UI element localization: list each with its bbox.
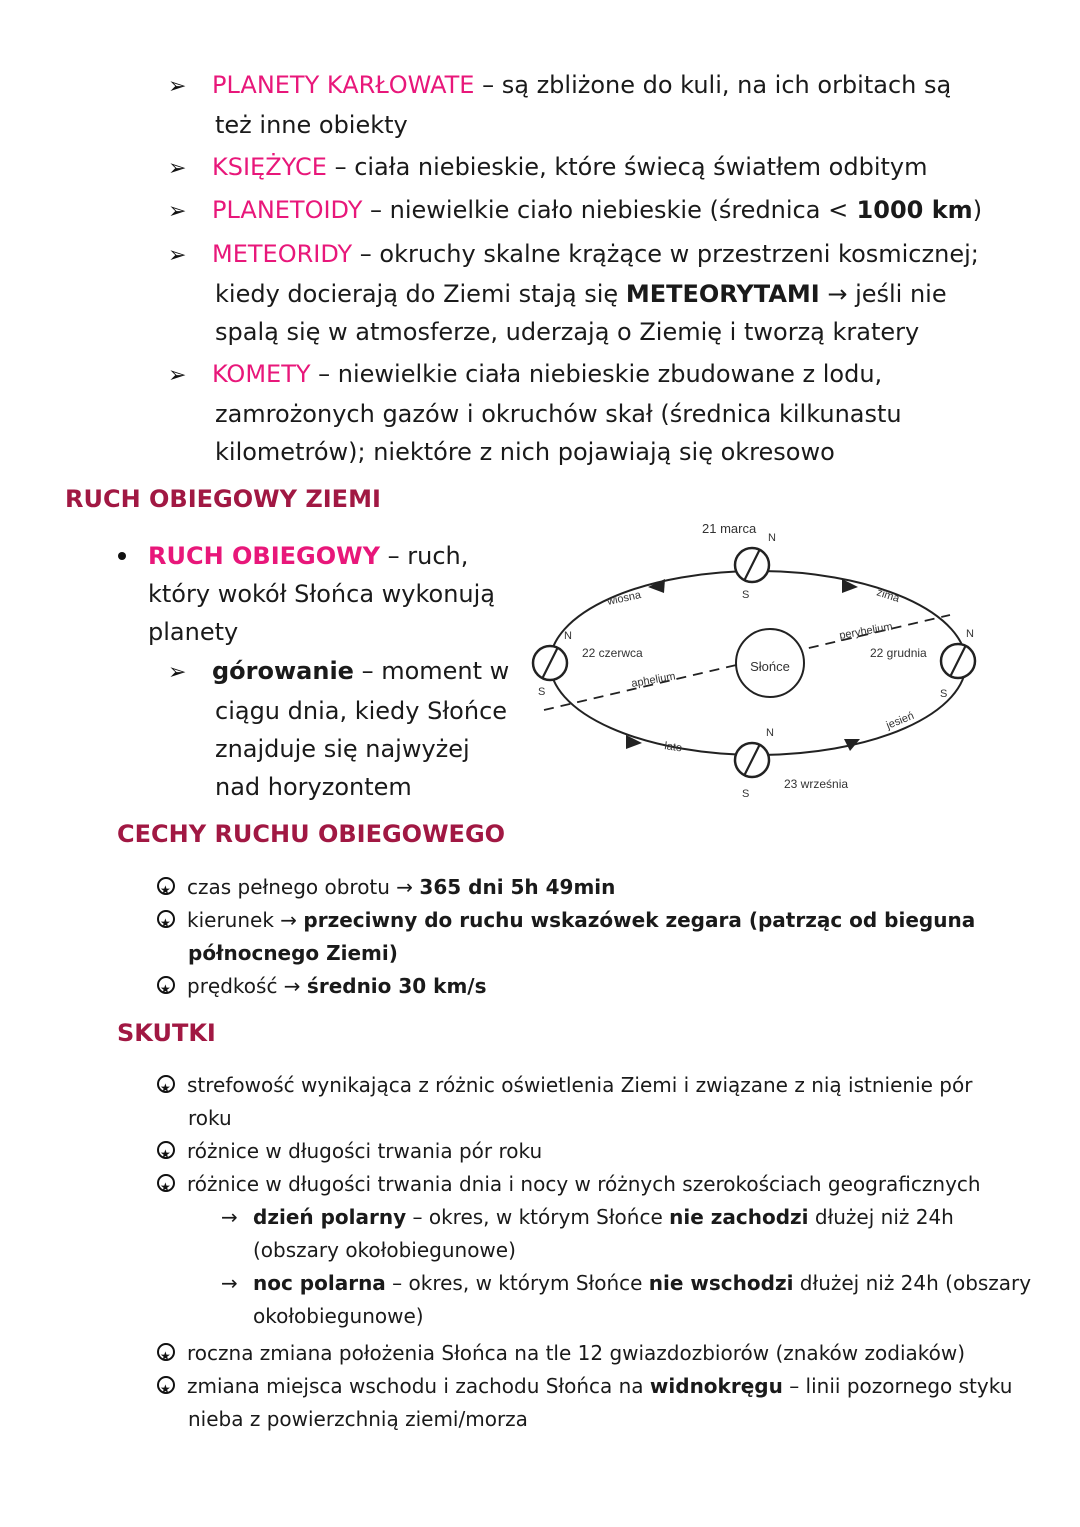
- def-text: – są zbliżone do kuli, na ich orbitach są: [474, 71, 952, 99]
- list-item: ★prędkość → średnio 30 km/s: [157, 970, 975, 1003]
- star-bullet-icon: [157, 910, 175, 928]
- def-text: znajduje się najwyżej: [215, 735, 470, 763]
- section-title-ruch-obiegowy: RUCH OBIEGOWY ZIEMI: [65, 485, 381, 513]
- def-text: nad horyzontem: [215, 773, 412, 801]
- def-bold: 1000 km: [848, 196, 973, 224]
- def-text: też inne obiekty: [215, 111, 408, 139]
- list-item-cont: północnego Ziemi): [188, 941, 398, 965]
- def-text: kilometrów); niektóre z nich pojawiają się okresowo: [215, 438, 835, 466]
- sub-item-dzien-polarny: → dzień polarny – okres, w którym Słońce nie zachodzi dłużej niż 24h: [157, 1201, 1057, 1234]
- def-text: – ciała niebieskie, które świecą światłem odbitym: [326, 153, 928, 181]
- def-ksiezyce: [168, 148, 927, 188]
- arrow-bullet-icon: ➢: [168, 660, 187, 685]
- pole-n-label: N: [564, 630, 572, 642]
- season-label-winter: zima: [875, 586, 901, 606]
- list-item: ★strefowość wynikająca z różnic oświetlenia Ziemi i związane z nią istnienie pór: [157, 1069, 1057, 1102]
- def-term: PLANETY KARŁOWATE: [212, 71, 475, 99]
- star-bullet-icon: [157, 1343, 175, 1361]
- def-term: RUCH OBIEGOWY: [148, 542, 380, 570]
- def-text: – moment w: [353, 657, 510, 685]
- def-text: ): [972, 196, 983, 224]
- pole-n-label: N: [766, 727, 774, 739]
- def-komety: [168, 355, 902, 471]
- sun-label: Słońce: [750, 659, 790, 674]
- earth-march: [702, 521, 776, 601]
- season-label-spring: wiosna: [606, 589, 643, 608]
- def-term: KSIĘŻYCE: [212, 153, 327, 181]
- def-bold: METEORYTAMI: [625, 280, 820, 308]
- date-label-september: 23 września: [784, 777, 849, 791]
- pole-s-label: S: [742, 589, 750, 601]
- skutki-list: [157, 1069, 1057, 1436]
- def-planetoidy: [168, 191, 982, 231]
- pole-s-label: S: [538, 686, 546, 698]
- perihelion-label: peryhelium: [838, 620, 894, 642]
- def-text: → jeśli nie: [819, 280, 947, 308]
- def-meteoridy: [168, 235, 979, 351]
- arrow-bullet-icon: ➢: [168, 243, 187, 268]
- def-term: PLANETOIDY: [212, 196, 363, 224]
- aphelion-label: aphelium: [630, 670, 677, 690]
- pole-s-label: S: [940, 688, 948, 700]
- star-bullet-icon: [157, 877, 175, 895]
- list-item: ★zmiana miejsca wschodu i zachodu Słońca na widnokręgu – linii pozornego styku: [157, 1370, 1057, 1403]
- arrow-bullet-icon: ➢: [168, 156, 187, 181]
- star-bullet-icon: [157, 1141, 175, 1159]
- def-planety-karlowate: [168, 66, 951, 144]
- def-text: kiedy docierają do Ziemi stają się: [215, 280, 626, 308]
- def-text: planety: [148, 618, 239, 646]
- list-item: ★czas pełnego obrotu → 365 dni 5h 49min: [157, 871, 975, 904]
- def-text: – okruchy skalne krążące w przestrzeni kosmicznej;: [352, 240, 979, 268]
- earth-september: [735, 727, 848, 800]
- list-item: ★różnice w długości trwania dnia i nocy w różnych szerokościach geograficznych: [157, 1168, 1057, 1201]
- season-label-autumn: jesień: [884, 709, 916, 732]
- def-text: który wokół Słońca wykonują: [148, 580, 496, 608]
- def-term: KOMETY: [212, 360, 311, 388]
- def-text: – ruch,: [380, 542, 469, 570]
- ruch-obiegowy-definition: [118, 537, 495, 651]
- arrow-icon: →: [221, 1205, 238, 1229]
- date-label-december: 22 grudnia: [870, 646, 927, 660]
- list-item-cont: roku: [188, 1106, 232, 1130]
- list-item: ★roczna zmiana położenia Słońca na tle 12 gwiazdozbiorów (znaków zodiaków): [157, 1337, 1057, 1370]
- def-bold: górowanie: [212, 657, 354, 685]
- star-bullet-icon: [157, 1376, 175, 1394]
- list-item: ★różnice w długości trwania pór roku: [157, 1135, 1057, 1168]
- section-title-cechy: CECHY RUCHU OBIEGOWEGO: [117, 820, 506, 848]
- earth-orbit-diagram: [520, 515, 990, 805]
- bullet-icon: [118, 552, 126, 560]
- list-item-cont: nieba z powierzchnią ziemi/morza: [188, 1407, 528, 1431]
- date-label-march: 21 marca: [702, 521, 757, 536]
- star-bullet-icon: [157, 1075, 175, 1093]
- arrow-bullet-icon: ➢: [168, 74, 187, 99]
- def-text: <: [828, 196, 849, 224]
- orbit-arrow-icon: [648, 579, 665, 593]
- def-text: – niewielkie ciała niebieskie zbudowane z lodu,: [310, 360, 883, 388]
- def-text: spalą się w atmosferze, uderzają o Ziemię i tworzą kratery: [215, 318, 920, 346]
- def-term: METEORIDY: [212, 240, 353, 268]
- star-bullet-icon: [157, 976, 175, 994]
- sub-item-noc-polarna: → noc polarna – okres, w którym Słońce nie wschodzi dłużej niż 24h (obszary: [157, 1267, 1057, 1300]
- star-bullet-icon: [157, 1174, 175, 1192]
- list-item-cont: okołobiegunowe): [253, 1304, 424, 1328]
- date-label-june: 22 czerwca: [582, 646, 643, 660]
- section-title-skutki: SKUTKI: [117, 1019, 216, 1047]
- pole-n-label: N: [966, 628, 974, 640]
- list-item: ★kierunek → przeciwny do ruchu wskazówek zegara (patrząc od bieguna: [157, 904, 975, 937]
- arrow-icon: →: [221, 1271, 238, 1295]
- earth-june: [533, 630, 643, 698]
- orbit-arrow-icon: [844, 739, 860, 751]
- arrow-bullet-icon: ➢: [168, 363, 187, 388]
- gorowanie-definition: [168, 652, 509, 806]
- list-item-cont: (obszary okołobiegunowe): [253, 1238, 516, 1262]
- def-text: zamrożonych gazów i okruchów skał (średnica kilkunastu: [215, 400, 902, 428]
- pole-n-label: N: [768, 532, 776, 544]
- cechy-list: [157, 871, 975, 1003]
- season-label-summer: lato: [663, 740, 683, 755]
- def-text: – niewielkie ciało niebieskie (średnica: [362, 196, 829, 224]
- pole-s-label: S: [742, 788, 750, 800]
- def-text: ciągu dnia, kiedy Słońce: [215, 697, 508, 725]
- arrow-bullet-icon: ➢: [168, 199, 187, 224]
